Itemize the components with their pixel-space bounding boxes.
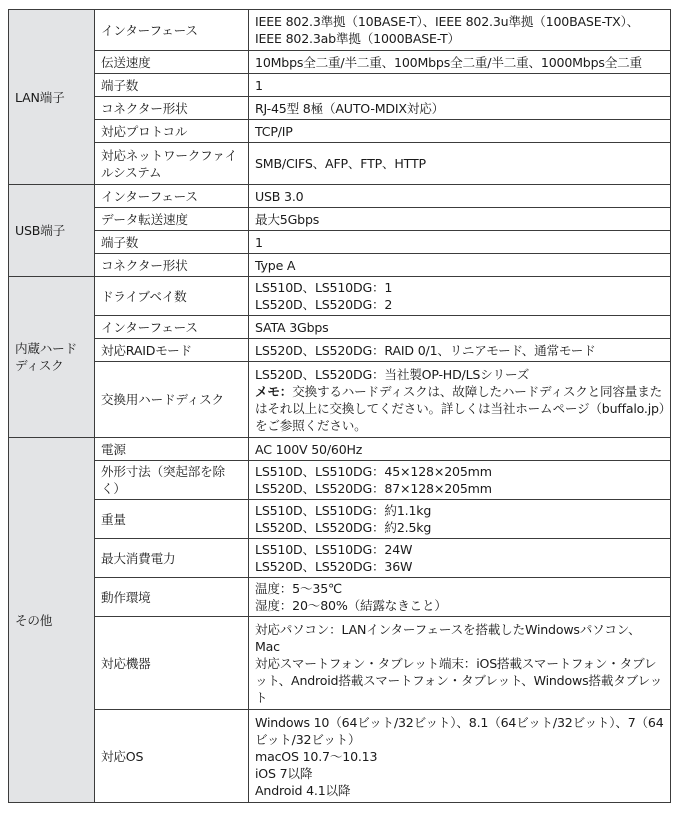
- row-value: IEEE 802.3準拠（10BASE-T）、IEEE 802.3u準拠（100BASE-TX）、IEEE 802.3ab準拠（1000BASE-T）: [249, 10, 671, 51]
- table-row: [9, 74, 671, 97]
- table-row: [9, 185, 671, 208]
- row-label: 外形寸法（突起部を除く）: [95, 461, 249, 500]
- row-value: SMB/CIFS、AFP、FTP、HTTP: [249, 143, 671, 185]
- value-line: LS520D、LS520DG：2: [255, 297, 393, 312]
- value-line: LS510D、LS510DG：45×128×205mm: [255, 464, 492, 479]
- row-label: コネクター形状: [95, 254, 249, 277]
- value-line: 対応スマートフォン・タブレット端末：iOS搭載スマートフォン・タブレット、Android搭載スマートフォン・タブレット、Windows搭載タブレット: [255, 655, 663, 705]
- value-line: LS520D、LS520DG：約2.5kg: [255, 520, 432, 535]
- row-label: 対応OS: [95, 710, 249, 803]
- row-label: 対応ネットワークファイルシステム: [95, 143, 249, 185]
- value-line: 湿度：20～80%（結露なきこと）: [255, 598, 447, 613]
- row-label: 端子数: [95, 74, 249, 97]
- row-value: USB 3.0: [249, 185, 671, 208]
- row-label: 交換用ハードディスク: [95, 362, 249, 438]
- row-label: 伝送速度: [95, 51, 249, 74]
- table-row: [9, 316, 671, 339]
- table-row: [9, 539, 671, 578]
- value-line: LS520D、LS520DG：当社製OP-HD/LSシリーズ: [255, 366, 530, 382]
- table-row: [9, 710, 671, 803]
- specifications-table: [8, 9, 671, 803]
- table-row: [9, 10, 671, 51]
- row-label: コネクター形状: [95, 97, 249, 120]
- table-row: [9, 231, 671, 254]
- value-line: 温度：5～35℃: [255, 581, 342, 596]
- row-value: [249, 539, 671, 578]
- memo-label: メモ：: [255, 383, 293, 399]
- value-line: LS510D、LS510DG：1: [255, 280, 393, 295]
- category-internal-hdd: 内蔵ハードディスク: [9, 277, 95, 438]
- row-value: Type A: [249, 254, 671, 277]
- value-line: LS520D、LS520DG：87×128×205mm: [255, 481, 492, 496]
- row-value: [249, 500, 671, 539]
- row-label: インターフェース: [95, 10, 249, 51]
- value-line: Android 4.1以降: [255, 782, 351, 798]
- value-line: iOS 7以降: [255, 765, 313, 781]
- table-row: [9, 339, 671, 362]
- memo-note: [255, 383, 665, 434]
- row-label: 重量: [95, 500, 249, 539]
- row-value: 1: [249, 231, 671, 254]
- category-lan: LAN端子: [9, 10, 95, 185]
- category-usb: USB端子: [9, 185, 95, 277]
- row-value: TCP/IP: [249, 120, 671, 143]
- value-line: LS520D、LS520DG：36W: [255, 559, 413, 574]
- row-label: 対応機器: [95, 617, 249, 710]
- table-row: [9, 254, 671, 277]
- row-label: 最大消費電力: [95, 539, 249, 578]
- row-value: AC 100V 50/60Hz: [249, 438, 671, 461]
- row-label: ドライブベイ数: [95, 277, 249, 316]
- row-label: 動作環境: [95, 578, 249, 617]
- table-row: [9, 51, 671, 74]
- row-value: 最大5Gbps: [249, 208, 671, 231]
- table-row: [9, 97, 671, 120]
- row-value: LS520D、LS520DG：RAID 0/1、リニアモード、通常モード: [249, 339, 671, 362]
- row-label: データ転送速度: [95, 208, 249, 231]
- row-value: [249, 461, 671, 500]
- row-label: 電源: [95, 438, 249, 461]
- table-row: [9, 362, 671, 438]
- category-other: その他: [9, 438, 95, 803]
- row-value: 10Mbps全二重/半二重、100Mbps全二重/半二重、1000Mbps全二重: [249, 51, 671, 74]
- value-line: LS510D、LS510DG：約1.1kg: [255, 503, 432, 518]
- row-value: SATA 3Gbps: [249, 316, 671, 339]
- table-row: [9, 617, 671, 710]
- table-row: [9, 578, 671, 617]
- row-value: [249, 277, 671, 316]
- row-value: RJ-45型 8極（AUTO-MDIX対応）: [249, 97, 671, 120]
- row-label: インターフェース: [95, 316, 249, 339]
- row-value: [249, 710, 671, 803]
- row-value: 1: [249, 74, 671, 97]
- table-row: [9, 143, 671, 185]
- table-row: [9, 461, 671, 500]
- table-row: [9, 438, 671, 461]
- value-line: 対応パソコン：LANインターフェースを搭載したWindowsパソコン、Mac: [255, 621, 641, 654]
- value-line: macOS 10.7～10.13: [255, 748, 378, 764]
- table-row: [9, 120, 671, 143]
- row-label: インターフェース: [95, 185, 249, 208]
- memo-text: 交換するハードディスクは、故障したハードディスクと同容量またはそれ以上に交換してください。詳しくは当社ホームページ（buffalo.jp）をご参照ください。: [255, 383, 665, 433]
- table-row: [9, 500, 671, 539]
- row-label: 端子数: [95, 231, 249, 254]
- table-row: [9, 208, 671, 231]
- row-label: 対応プロトコル: [95, 120, 249, 143]
- row-value: [249, 617, 671, 710]
- row-label: 対応RAIDモード: [95, 339, 249, 362]
- row-value: [249, 362, 671, 438]
- value-line: Windows 10（64ビット/32ビット）、8.1（64ビット/32ビット）、7（64ビット/32ビット）: [255, 714, 664, 747]
- value-line: LS510D、LS510DG：24W: [255, 542, 413, 557]
- row-value: [249, 578, 671, 617]
- table-row: [9, 277, 671, 316]
